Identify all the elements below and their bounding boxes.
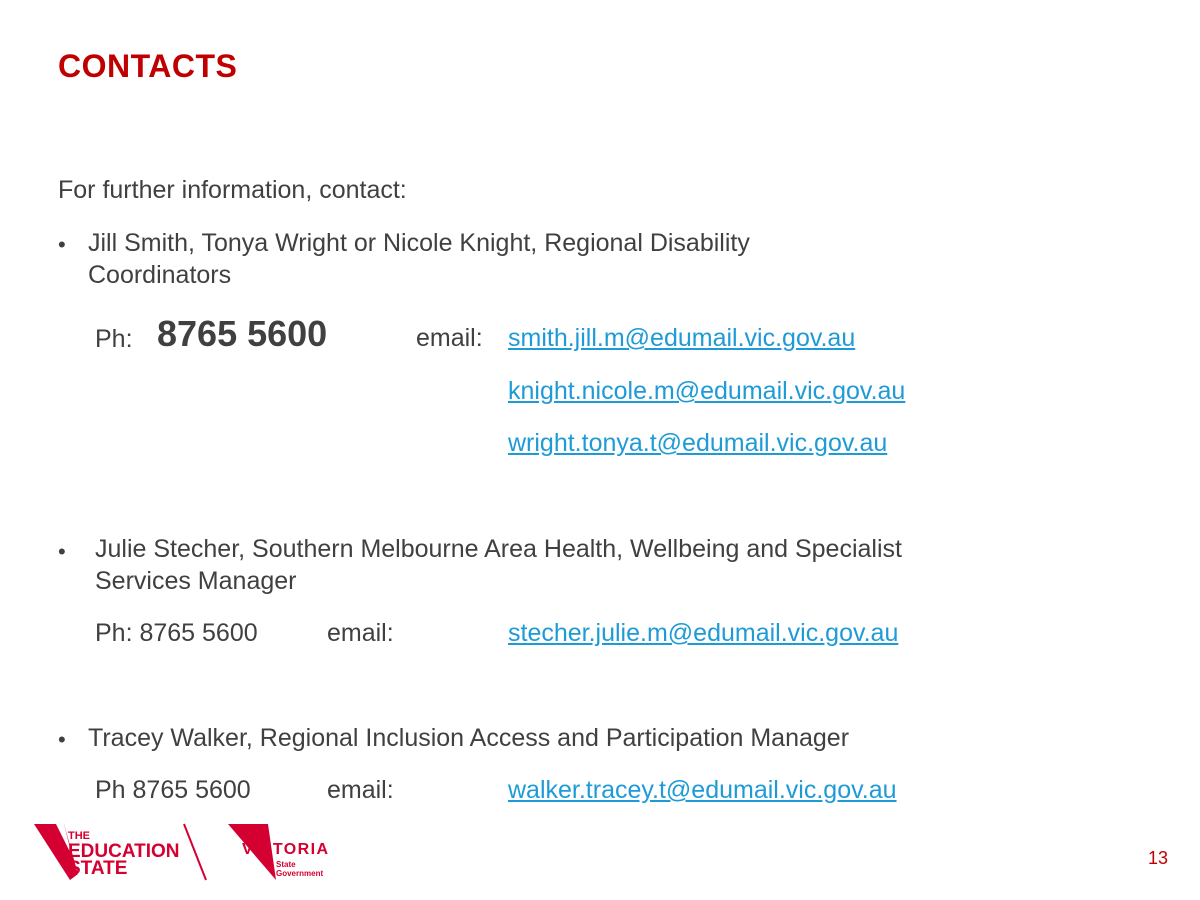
- page-title: CONTACTS: [58, 48, 238, 84]
- bullet-3: •: [58, 727, 66, 752]
- contact-1-ph-label: Ph:: [95, 325, 133, 353]
- victoria-sub1: State: [276, 860, 296, 869]
- contact-1-name-line2: Coordinators: [88, 261, 232, 289]
- contact-3-name: Tracey Walker, Regional Inclusion Access and Participation Manager: [88, 724, 850, 752]
- bullet-2: •: [58, 539, 66, 564]
- education-state-logo: [34, 822, 214, 884]
- contact-1-name-line1: Jill Smith, Tonya Wright or Nicole Knight, Regional Disability: [88, 229, 750, 257]
- contact-2-phone: Ph: 8765 5600: [95, 619, 258, 647]
- contact-1-phone: 8765 5600: [157, 313, 328, 354]
- victoria-government-logo: [228, 822, 338, 884]
- contact-1-email-link-3[interactable]: wright.tonya.t@edumail.vic.gov.au: [508, 429, 888, 457]
- victoria-name: VICTORIA: [242, 841, 328, 858]
- contact-1-email-link-1[interactable]: smith.jill.m@edumail.vic.gov.au: [508, 324, 856, 352]
- contact-2-name-line1: Julie Stecher, Southern Melbourne Area Health, Wellbeing and Specialist: [95, 535, 902, 563]
- education-state-line1: THE: [68, 830, 90, 842]
- contact-2-email-label: email:: [327, 619, 394, 647]
- victoria-sub2: Government: [276, 869, 324, 878]
- contact-3-email-label: email:: [327, 776, 394, 804]
- contact-1-email-link-2[interactable]: knight.nicole.m@edumail.vic.gov.au: [508, 377, 906, 405]
- contact-2-email-link[interactable]: stecher.julie.m@edumail.vic.gov.au: [508, 619, 899, 647]
- intro-text: For further information, contact:: [58, 176, 407, 204]
- page-number: 13: [1148, 848, 1169, 868]
- contact-3-phone: Ph 8765 5600: [95, 776, 251, 804]
- education-state-slash: [184, 824, 206, 880]
- education-state-line2: EDUCATION: [68, 841, 180, 862]
- contact-1-email-label: email:: [416, 324, 483, 352]
- bullet-1: •: [58, 232, 66, 257]
- education-state-line3: STATE: [68, 858, 128, 879]
- contact-3-email-link[interactable]: walker.tracey.t@edumail.vic.gov.au: [508, 776, 897, 804]
- contact-2-name-line2: Services Manager: [95, 567, 297, 595]
